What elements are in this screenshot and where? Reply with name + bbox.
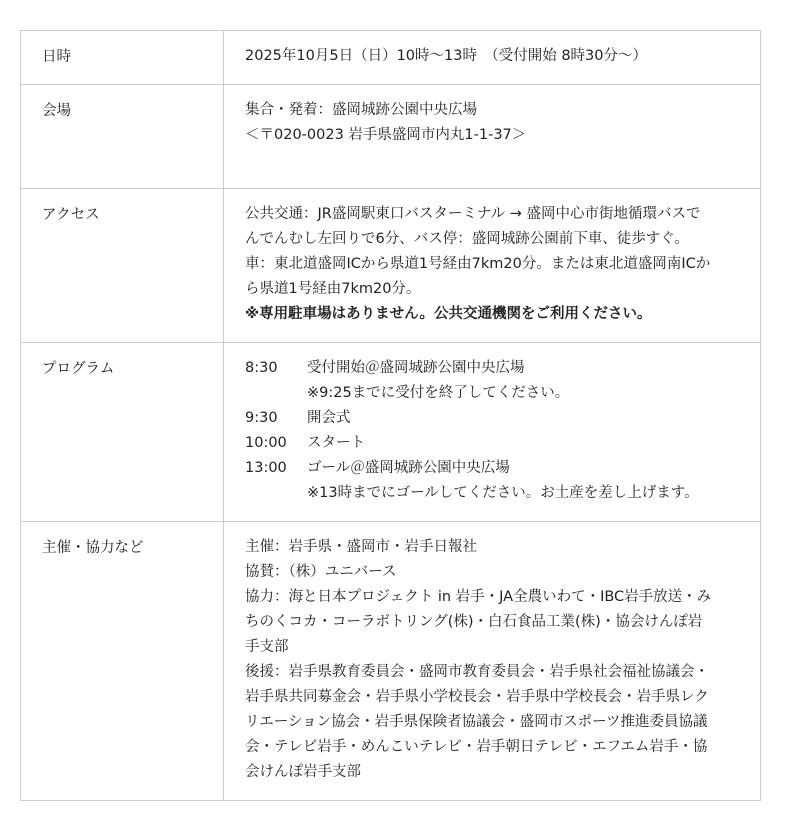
parking-notice: ※専用駐車場はありません。公共交通機関をご利用ください。 [245,306,652,322]
schedule-item [245,431,740,456]
venue-meeting-point: 集合・発着：盛岡城跡公園中央広場 [245,102,477,118]
row-value-access [224,189,761,343]
schedule-item [245,406,740,431]
schedule-desc: 受付開始＠盛岡城跡公園中央広場 [307,360,525,376]
table-row-venue [21,85,761,189]
row-value-venue [224,85,761,189]
access-line: ら県道1号経由7km20分。 [245,281,421,297]
support-line: 後援：岩手県教育委員会・盛岡市教育委員会・岩手県社会福祉協議会・ [245,664,709,680]
sponsor-line: 協賛：（株）ユニバース [245,564,397,580]
support-line: 岩手県共同募金会・岩手県小学校長会・岩手県中学校長会・岩手県レク [245,689,709,705]
access-line: 車：東北道盛岡ICから県道1号経由7km20分。または東北道盛岡南ICか [245,256,711,272]
schedule-item [245,456,740,481]
row-label-datetime: 日時 [21,31,224,85]
schedule-time: 10:00 [245,435,287,451]
schedule-item [245,356,740,381]
event-info-container [20,30,761,801]
row-value-organizers [224,522,761,801]
row-label-program: プログラム [21,343,224,522]
cooperation-line: 手支部 [245,639,289,655]
schedule-item [245,481,740,506]
cooperation-line: ちのくコカ・コーラボトリング(株)・白石食品工業(株)・協会けんぽ岩 [245,614,703,630]
schedule-desc: 開会式 [307,410,351,426]
organizer-line: 主催：岩手県・盛岡市・岩手日報社 [245,539,477,555]
schedule-desc: ゴール＠盛岡城跡公園中央広場 [307,460,510,476]
table-row-program [21,343,761,522]
schedule-time: 9:30 [245,410,278,426]
row-label-organizers: 主催・協力など [21,522,224,801]
row-label-venue: 会場 [21,85,224,189]
schedule-time: 13:00 [245,460,287,476]
datetime-text: 2025年10月5日（日）10時～13時 （受付開始 8時30分～） [245,48,648,64]
support-line: 会けんぽ岩手支部 [245,764,361,780]
schedule-time [245,481,307,506]
schedule-desc: ※13時までにゴールしてください。お土産を差し上げます。 [307,485,699,501]
access-line: んでんむし左回りで6分、バス停：盛岡城跡公園前下車、徒歩すぐ。 [245,231,689,247]
support-line: 会・テレビ岩手・めんこいテレビ・岩手朝日テレビ・エフエム岩手・協 [245,739,708,755]
cooperation-line: 協力：海と日本プロジェクト in 岩手・JA全農いわて・IBC岩手放送・み [245,589,712,605]
access-line: 公共交通：JR盛岡駅東口バスターミナル → 盛岡中心市街地循環バスで [245,206,701,222]
row-label-access: アクセス [21,189,224,343]
schedule-desc: スタート [307,435,365,451]
schedule-time: 8:30 [245,360,278,376]
table-row-organizers [21,522,761,801]
schedule-time [245,381,307,406]
support-line: リエーション協会・岩手県保険者協議会・盛岡市スポーツ推進委員協議 [245,714,708,730]
schedule-desc: ※9:25までに受付を終了してください。 [307,385,570,401]
event-info-table [20,30,761,801]
table-row-datetime [21,31,761,85]
row-value-datetime [224,31,761,85]
venue-address: ＜〒020-0023 岩手県盛岡市内丸1-1-37＞ [245,127,527,143]
row-value-program [224,343,761,522]
table-row-access [21,189,761,343]
schedule-item [245,381,740,406]
